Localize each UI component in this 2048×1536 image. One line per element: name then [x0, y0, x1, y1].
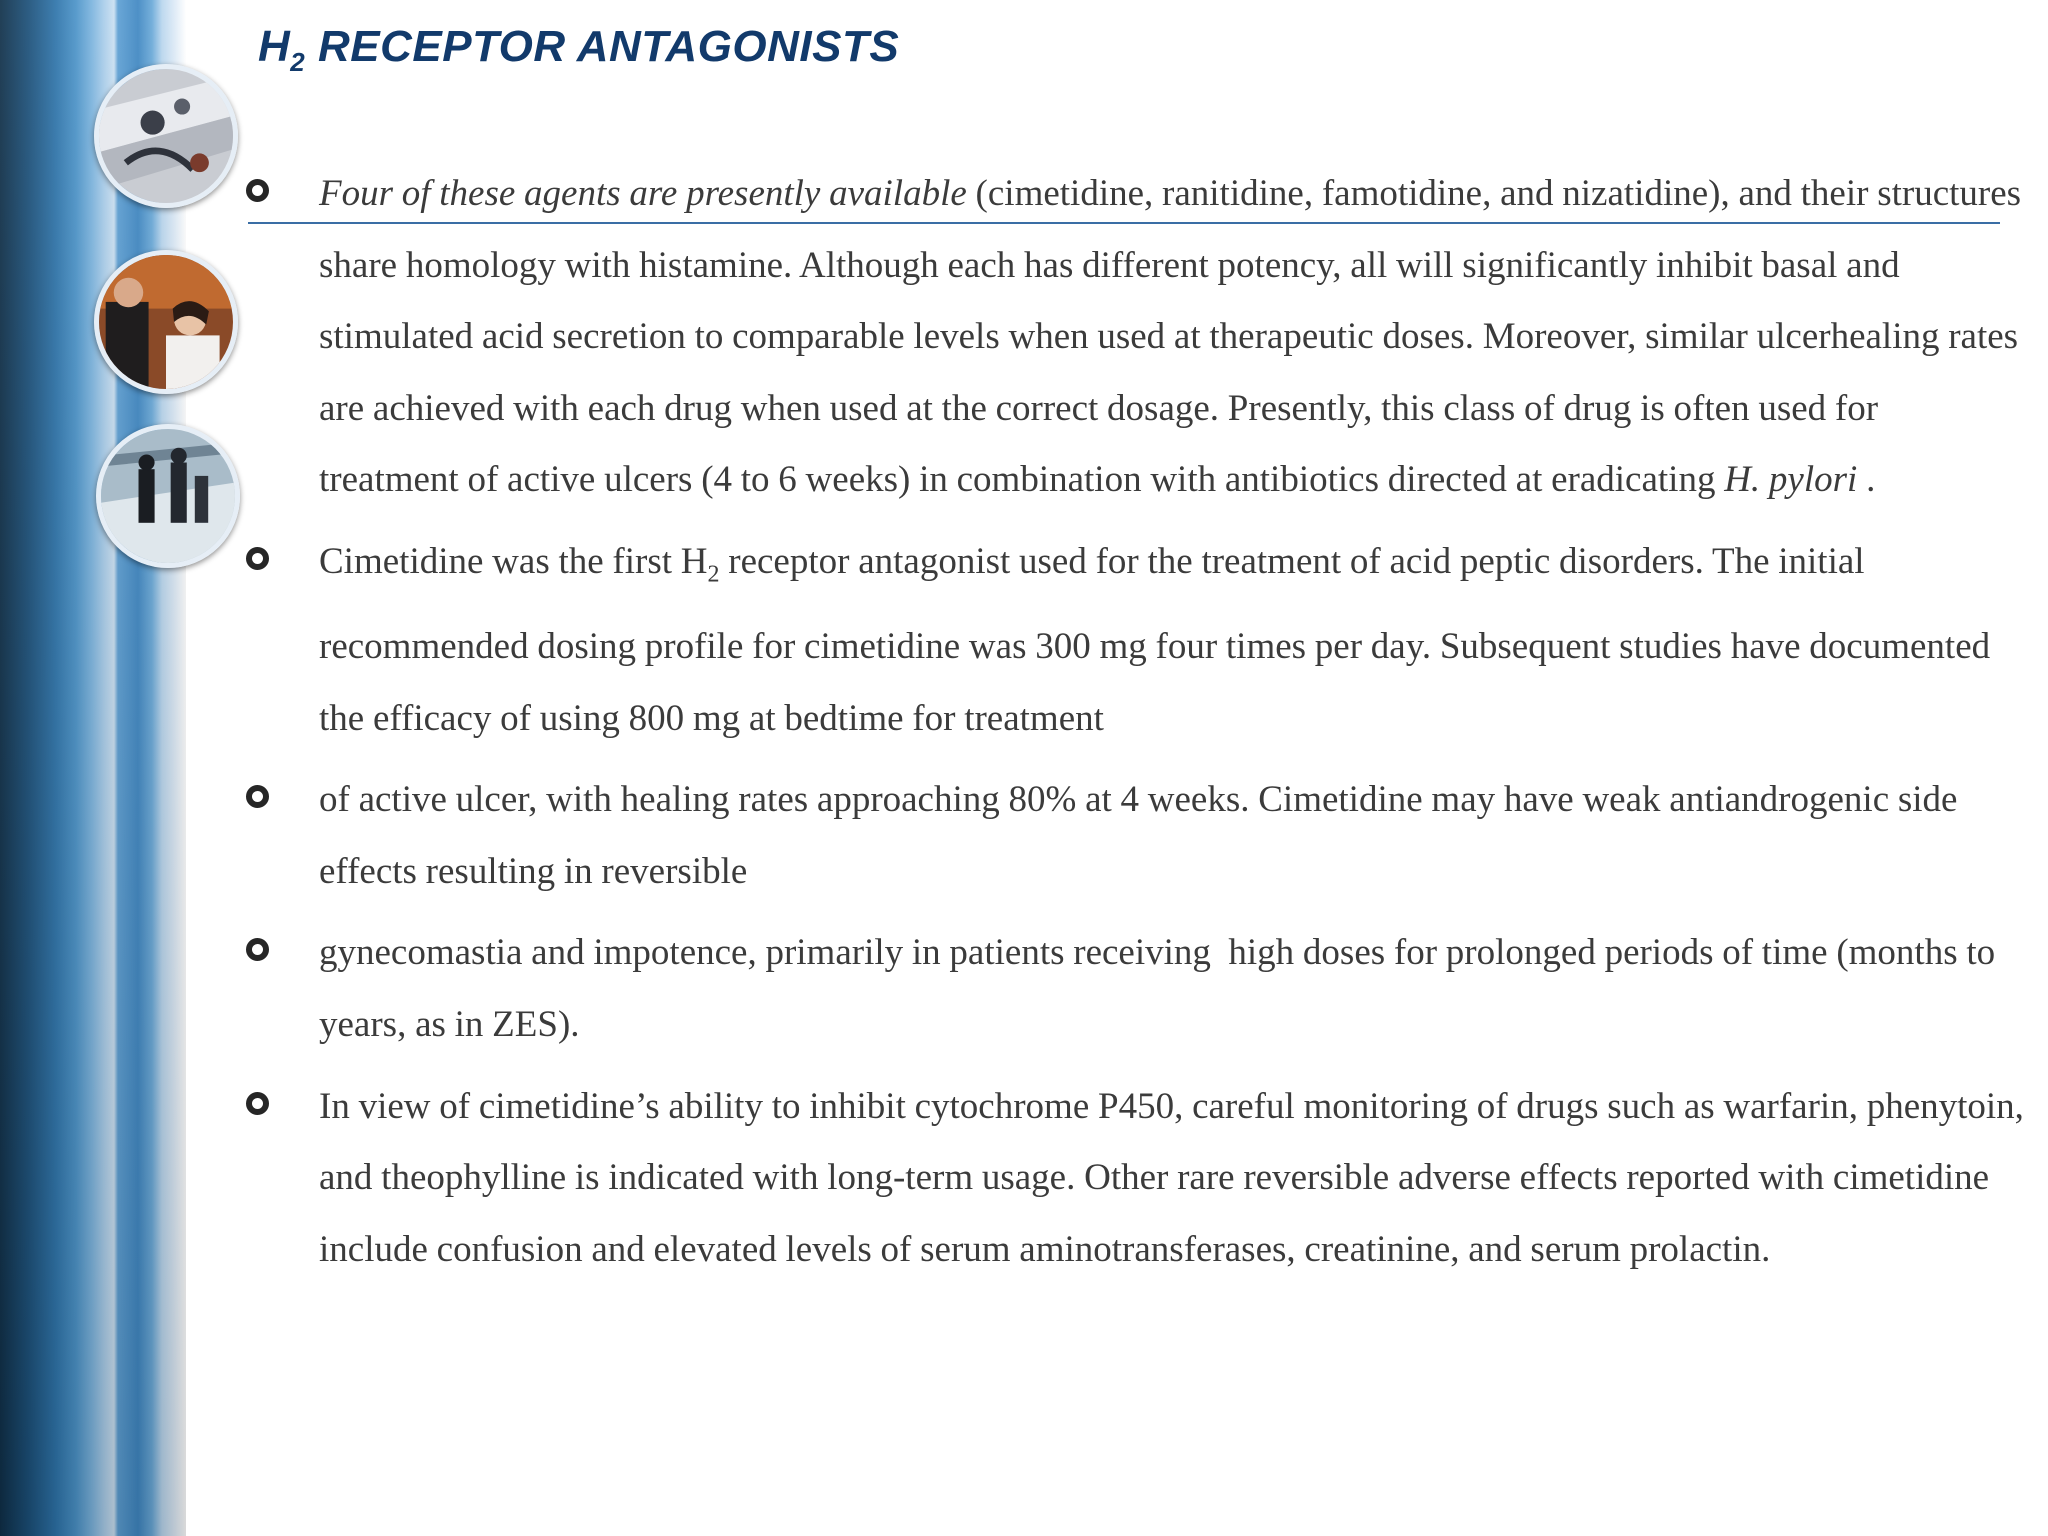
bullet-tail: .: [1857, 459, 1876, 501]
bullet-text: [319, 158, 2030, 516]
title-prefix: H: [258, 22, 291, 71]
title-subscript: 2: [290, 46, 306, 77]
circular-photo-people: [94, 250, 238, 394]
bullet-text: gynecomastia and impotence, primarily in patients receiving high doses for prolonged periods of time (months to years, as in ZES).: [319, 932, 2004, 1045]
bullet-italic-term: H. pylori: [1724, 459, 1858, 501]
bullet-item: [246, 526, 2026, 754]
bullet-lead-italic: Four of these agents are presently available: [319, 173, 967, 214]
bullet-list: [246, 158, 2033, 1285]
bullet-item: [246, 1071, 2033, 1286]
circular-photo-business-people: [96, 424, 240, 568]
photo-image: [99, 69, 233, 203]
title-rest: RECEPTOR ANTAGONISTS: [305, 22, 900, 71]
bullet-item: [246, 158, 2030, 516]
bullet-text: of active ulcer, with healing rates approaching 80% at 4 weeks. Cimetidine may have weak antiandrogenic side effects resulting in reversible: [319, 779, 1967, 892]
left-decorative-stripes: [0, 0, 186, 1536]
bullet-body-before: Cimetidine was the first H: [319, 540, 708, 582]
bullet-text: [319, 526, 2026, 754]
slide-title: [258, 22, 899, 78]
photo-image: [99, 255, 233, 389]
bullet-body: (cimetidine, ranitidine, famotidine, and nizatidine), and their structures share homology with histamine. Although each has different potency, all will significantly inhibit basal and stimulated acid secretion to comparable levels when used at therapeutic doses. Moreover, similar ulcerhealing rates are achieved with each drug when used at the correct dosage. Presently, this class of drug is often used for treatment of active ulcers (4 to 6 weeks) in combination with antibiotics directed at eradicating: [319, 173, 2030, 501]
bullet-circle-icon: [246, 785, 269, 808]
bullet-text: In view of cimetidine’s ability to inhibit cytochrome P450, careful monitoring of drugs such as warfarin, phenytoin, and theophylline is indicated with long-term usage. Other rare reversible adverse effects reported with cimetidine include confusion and elevated levels of serum aminotransferases, creatinine, and serum prolactin.: [319, 1085, 2033, 1270]
circular-photo-stethoscope: [94, 64, 238, 208]
bullet-subscript: 2: [707, 561, 720, 588]
bullet-item: [246, 764, 2026, 907]
bullet-circle-icon: [246, 179, 269, 202]
bullet-circle-icon: [246, 547, 269, 570]
bullet-circle-icon: [246, 1092, 269, 1115]
bullet-item: [246, 917, 2026, 1060]
bullet-circle-icon: [246, 938, 269, 961]
photo-image: [101, 429, 235, 563]
bullet-body-after: receptor antagonist used for the treatment of acid peptic disorders. The initial recommended dosing profile for cimetidine was 300 mg four times per day. Subsequent studies have documented the efficacy of using 800 mg at bedtime for treatment: [319, 540, 1999, 739]
